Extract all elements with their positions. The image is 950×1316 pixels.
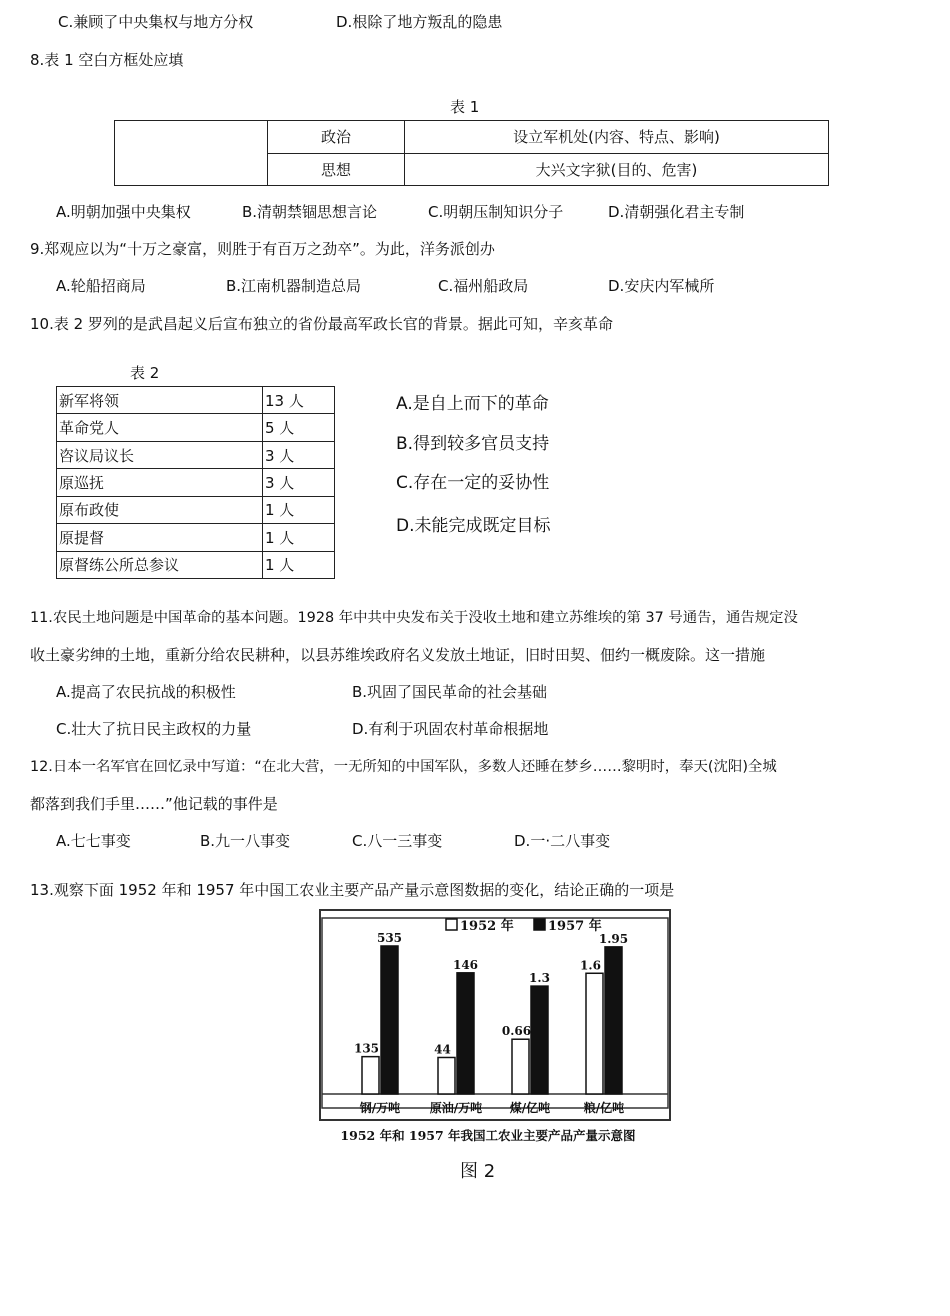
q11-stem-line2: 收土豪劣绅的土地，重新分给农民耕种，以县苏维埃政府名义发放土地证，旧时田契、佃约一概废除。这一措施 xyxy=(30,646,766,664)
table-1-category: 政治 xyxy=(268,121,405,154)
bar xyxy=(531,986,548,1094)
table-2-background: 新军将领 xyxy=(57,387,263,414)
q12-option-d: D.一·二八事变 xyxy=(514,832,611,850)
bar xyxy=(605,947,622,1094)
q10-option-d: D.未能完成既定目标 xyxy=(396,516,551,536)
q10-table-title: 表 2 xyxy=(130,364,160,382)
bar xyxy=(438,1057,455,1094)
q10-option-a: A.是自上而下的革命 xyxy=(396,394,549,414)
table-2-count: 13 人 xyxy=(263,387,335,414)
q11-option-d: D.有利于巩固农村革命根据地 xyxy=(352,720,549,738)
table-2 xyxy=(56,386,335,579)
q10-option-b: B.得到较多官员支持 xyxy=(396,434,550,454)
category-label: 原油/万吨 xyxy=(429,1101,483,1115)
bar xyxy=(362,1057,379,1094)
q8-stem: 8.表 1 空白方框处应填 xyxy=(30,51,184,69)
bar-value-label: 44 xyxy=(434,1042,451,1057)
q9-option-a: A.轮船招商局 xyxy=(56,277,146,295)
table-2-count: 1 人 xyxy=(263,496,335,523)
table-1-content: 设立军机处(内容、特点、影响) xyxy=(405,121,829,154)
table-2-count: 3 人 xyxy=(263,441,335,468)
table-1-category: 思想 xyxy=(268,153,405,186)
bar-value-label: 146 xyxy=(452,957,479,972)
bar-value-label: 1.6 xyxy=(580,958,601,973)
legend-label: 1957 年 xyxy=(548,919,602,934)
table-1 xyxy=(114,120,829,186)
q13-stem: 13.观察下面 1952 年和 1957 年中国工农业主要产品产量示意图数据的变化，结论正确的一项是 xyxy=(30,881,675,899)
q12-option-b: B.九一八事变 xyxy=(200,832,291,850)
bar-value-label: 1.95 xyxy=(598,931,629,946)
table-1-blank-cell xyxy=(115,121,268,186)
q11-option-c: C.壮大了抗日民主政权的力量 xyxy=(56,720,252,738)
q12-stem-line1: 12.日本一名军官在回忆录中写道：“在北大营，一无所知的中国军队，多数人还睡在梦乡……黎明时，奉天(沈阳)全城 xyxy=(30,759,777,775)
q11-option-b: B.巩固了国民革命的社会基础 xyxy=(352,683,548,701)
chart-svg xyxy=(318,908,672,1148)
bar xyxy=(381,946,398,1094)
chart-title: 1952 年和 1957 年我国工农业主要产品产量示意图 xyxy=(340,1128,636,1143)
table-2-background: 革命党人 xyxy=(57,414,263,441)
q11-option-a: A.提高了农民抗战的积极性 xyxy=(56,683,236,701)
production-bar-chart xyxy=(318,908,672,1148)
table-2-background: 原提督 xyxy=(57,524,263,551)
bar xyxy=(586,973,603,1094)
q9-option-b: B.江南机器制造总局 xyxy=(226,277,362,295)
q10-option-c: C.存在一定的妥协性 xyxy=(396,473,550,493)
q9-stem: 9.郑观应以为“十万之豪富，则胜于有百万之劲卒”。为此，洋务派创办 xyxy=(30,240,495,258)
q11-stem-line1: 11.农民土地问题是中国革命的基本问题。1928 年中共中央发布关于没收土地和建立苏维埃的第 37 号通告，通告规定没 xyxy=(30,610,798,626)
q7-option-d: D.根除了地方叛乱的隐患 xyxy=(336,13,503,31)
table-2-background: 原督练公所总参议 xyxy=(57,551,263,578)
bar-value-label: 535 xyxy=(376,930,403,945)
table-2-background: 原巡抚 xyxy=(57,469,263,496)
bar-value-label: 0.66 xyxy=(501,1024,532,1039)
q8-option-b: B.清朝禁锢思想言论 xyxy=(242,203,378,221)
legend-swatch xyxy=(534,919,545,930)
table-2-count: 1 人 xyxy=(263,524,335,551)
category-label: 钢/万吨 xyxy=(359,1101,401,1115)
q9-option-c: C.福州船政局 xyxy=(438,277,529,295)
category-label: 煤/亿吨 xyxy=(509,1101,551,1115)
table-2-count: 1 人 xyxy=(263,551,335,578)
table-2-background: 咨议局议长 xyxy=(57,441,263,468)
figure-caption: 图 2 xyxy=(460,1161,496,1182)
q10-stem: 10.表 2 罗列的是武昌起义后宣布独立的省份最高军政长官的背景。据此可知，辛亥革命 xyxy=(30,315,613,333)
bar-value-label: 135 xyxy=(353,1041,380,1056)
legend-swatch xyxy=(446,919,457,930)
bar-value-label: 1.3 xyxy=(529,971,550,986)
q8-table-title: 表 1 xyxy=(450,98,480,116)
table-2-count: 3 人 xyxy=(263,469,335,496)
q8-option-c: C.明朝压制知识分子 xyxy=(428,203,564,221)
q8-option-d: D.清朝强化君主专制 xyxy=(608,203,745,221)
q12-option-a: A.七七事变 xyxy=(56,832,131,850)
q7-option-c: C.兼顾了中央集权与地方分权 xyxy=(58,13,254,31)
q12-stem-line2: 都落到我们手里……”他记载的事件是 xyxy=(30,795,278,813)
legend-label: 1952 年 xyxy=(460,919,514,934)
q12-option-c: C.八一三事变 xyxy=(352,832,443,850)
q9-option-d: D.安庆内军械所 xyxy=(608,277,715,295)
table-2-background: 原布政使 xyxy=(57,496,263,523)
table-2-count: 5 人 xyxy=(263,414,335,441)
table-1-content: 大兴文字狱(目的、危害) xyxy=(405,153,829,186)
bar xyxy=(512,1039,529,1094)
bar xyxy=(457,973,474,1094)
category-label: 粮/亿吨 xyxy=(583,1101,625,1115)
q8-option-a: A.明朝加强中央集权 xyxy=(56,203,191,221)
